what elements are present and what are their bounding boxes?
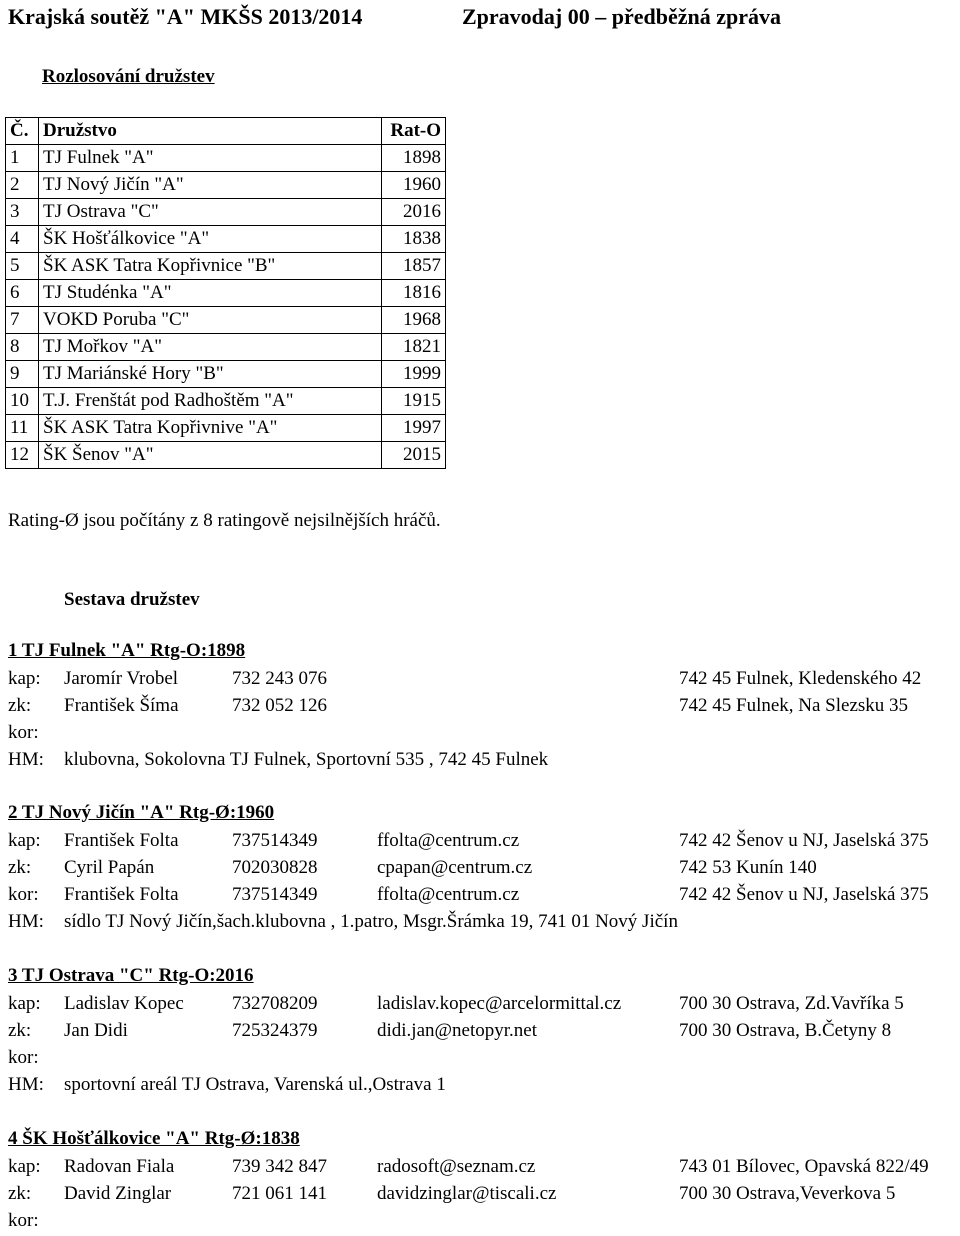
contact-phone: 737514349: [232, 884, 318, 905]
team-name-cell: TJ Mariánské Hory "B": [39, 361, 382, 388]
contact-phone: 702030828: [232, 857, 318, 878]
contact-name: Jan Didi: [64, 1020, 128, 1041]
team-rating-cell: 2015: [382, 442, 446, 469]
contact-name: Cyril Papán: [64, 857, 155, 878]
contact-email: cpapan@centrum.cz: [377, 857, 533, 878]
home-venue-row: [0, 911, 960, 937]
home-venue-row: [0, 1074, 960, 1100]
table-row: [6, 280, 446, 307]
contact-name: František Folta: [64, 884, 179, 905]
contact-role: kap:: [8, 1156, 41, 1177]
table-row: [6, 361, 446, 388]
contact-address: 700 30 Ostrava, Zd.Vavříka 5: [679, 993, 904, 1014]
contact-address: 743 01 Bílovec, Opavská 822/49: [679, 1156, 929, 1177]
contact-name: František Folta: [64, 830, 179, 851]
team-number-cell: 2: [6, 172, 39, 199]
contact-address: 742 53 Kunín 140: [679, 857, 817, 878]
team-number-cell: 5: [6, 253, 39, 280]
contact-email: ladislav.kopec@arcelormittal.cz: [377, 993, 622, 1014]
contact-role: kor:: [8, 722, 39, 743]
table-row: [6, 307, 446, 334]
contact-role: zk:: [8, 695, 32, 716]
contact-name: David Zinglar: [64, 1183, 172, 1204]
contact-role: kor:: [8, 1047, 39, 1068]
team-number-cell: 9: [6, 361, 39, 388]
team-rating-cell: 1821: [382, 334, 446, 361]
contact-row: [0, 1183, 960, 1209]
team-rating-cell: 1915: [382, 388, 446, 415]
team-number-cell: 7: [6, 307, 39, 334]
contact-row: [0, 1020, 960, 1046]
team-lineup-title: 2 TJ Nový Jičín "A" Rtg-Ø:1960: [8, 802, 275, 823]
team-rating-cell: 1816: [382, 280, 446, 307]
contact-address: 742 42 Šenov u NJ, Jaselská 375: [679, 884, 929, 905]
contact-name: Radovan Fiala: [64, 1156, 175, 1177]
home-venue-label: HM:: [8, 749, 44, 770]
home-venue-text: klubovna, Sokolovna TJ Fulnek, Sportovní 535 , 742 45 Fulnek: [64, 749, 549, 770]
contact-phone: 732 052 126: [232, 695, 327, 716]
team-number-cell: 10: [6, 388, 39, 415]
team-number-cell: 1: [6, 145, 39, 172]
contact-row: [0, 830, 960, 856]
contact-role: kor:: [8, 1210, 39, 1231]
team-rating-cell: 1857: [382, 253, 446, 280]
team-number-cell: 11: [6, 415, 39, 442]
column-header: Č.: [6, 118, 39, 145]
contact-row: [0, 1047, 960, 1073]
contact-row: [0, 884, 960, 910]
team-name-cell: ŠK Šenov "A": [39, 442, 382, 469]
teams-table: [5, 117, 446, 469]
contact-email: ffolta@centrum.cz: [377, 830, 520, 851]
team-name-cell: TJ Fulnek "A": [39, 145, 382, 172]
document-header-right: Zpravodaj 00 – předběžná zpráva: [462, 4, 781, 29]
contact-row: [0, 695, 960, 721]
team-rating-cell: 1999: [382, 361, 446, 388]
home-venue-label: HM:: [8, 1074, 44, 1095]
contact-name: Jaromír Vrobel: [64, 668, 179, 689]
contact-address: 742 45 Fulnek, Kledenského 42: [679, 668, 922, 689]
home-venue-text: sportovní areál TJ Ostrava, Varenská ul.,Ostrava 1: [64, 1074, 446, 1095]
contact-address: 700 30 Ostrava, B.Četyny 8: [679, 1020, 892, 1041]
contact-phone: 732 243 076: [232, 668, 327, 689]
table-row: [6, 253, 446, 280]
contact-phone: 732708209: [232, 993, 318, 1014]
contact-role: kap:: [8, 993, 41, 1014]
table-row: [6, 442, 446, 469]
contact-email: davidzinglar@tiscali.cz: [377, 1183, 557, 1204]
contact-role: kor:: [8, 884, 39, 905]
contact-email: ffolta@centrum.cz: [377, 884, 520, 905]
table-row: [6, 334, 446, 361]
team-name-cell: ŠK ASK Tatra Kopřivnive "A": [39, 415, 382, 442]
team-lineup-title: 4 ŠK Hošťálkovice "A" Rtg-Ø:1838: [8, 1128, 300, 1149]
team-number-cell: 3: [6, 199, 39, 226]
team-rating-cell: 1960: [382, 172, 446, 199]
team-name-cell: ŠK ASK Tatra Kopřivnice "B": [39, 253, 382, 280]
rating-note: Rating-Ø jsou počítány z 8 ratingově nejsilnějších hráčů.: [8, 510, 441, 531]
home-venue-row: [0, 749, 960, 775]
teams-table-header: [6, 118, 446, 145]
contact-address: 742 45 Fulnek, Na Slezsku 35: [679, 695, 909, 716]
team-lineup-title: 3 TJ Ostrava "C" Rtg-O:2016: [8, 965, 254, 986]
home-venue-text: sídlo TJ Nový Jičín,šach.klubovna , 1.patro, Msgr.Šrámka 19, 741 01 Nový Jičín: [64, 911, 678, 932]
table-row: [6, 145, 446, 172]
contact-address: 700 30 Ostrava,Veverkova 5: [679, 1183, 896, 1204]
contact-role: zk:: [8, 1020, 32, 1041]
table-row: [6, 226, 446, 253]
contact-role: zk:: [8, 857, 32, 878]
table-row: [6, 415, 446, 442]
team-name-cell: VOKD Poruba "C": [39, 307, 382, 334]
contact-phone: 725324379: [232, 1020, 318, 1041]
contact-row: [0, 1156, 960, 1182]
contact-row: [0, 722, 960, 748]
column-header: Družstvo: [39, 118, 382, 145]
contact-row: [0, 668, 960, 694]
contact-name: František Šíma: [64, 695, 179, 716]
team-lineup-title: 1 TJ Fulnek "A" Rtg-O:1898: [8, 640, 246, 661]
team-name-cell: TJ Nový Jičín "A": [39, 172, 382, 199]
document-header-left: Krajská soutěž "A" MKŠS 2013/2014: [8, 4, 363, 29]
contact-email: didi.jan@netopyr.net: [377, 1020, 537, 1041]
column-header: Rat-O: [382, 118, 446, 145]
table-row: [6, 199, 446, 226]
contact-name: Ladislav Kopec: [64, 993, 184, 1014]
team-number-cell: 6: [6, 280, 39, 307]
contact-role: zk:: [8, 1183, 32, 1204]
team-rating-cell: 1838: [382, 226, 446, 253]
contact-role: kap:: [8, 830, 41, 851]
contact-email: radosoft@seznam.cz: [377, 1156, 536, 1177]
lineups-title: Sestava družstev: [64, 589, 200, 610]
team-number-cell: 12: [6, 442, 39, 469]
team-rating-cell: 2016: [382, 199, 446, 226]
team-name-cell: ŠK Hošťálkovice "A": [39, 226, 382, 253]
team-rating-cell: 1997: [382, 415, 446, 442]
contact-role: kap:: [8, 668, 41, 689]
team-name-cell: TJ Mořkov "A": [39, 334, 382, 361]
contact-row: [0, 1210, 960, 1236]
team-number-cell: 4: [6, 226, 39, 253]
table-row: [6, 388, 446, 415]
team-name-cell: TJ Ostrava "C": [39, 199, 382, 226]
contact-row: [0, 857, 960, 883]
contact-row: [0, 993, 960, 1019]
home-venue-label: HM:: [8, 911, 44, 932]
table-row: [6, 172, 446, 199]
team-name-cell: TJ Studénka "A": [39, 280, 382, 307]
team-number-cell: 8: [6, 334, 39, 361]
contact-address: 742 42 Šenov u NJ, Jaselská 375: [679, 830, 929, 851]
team-name-cell: T.J. Frenštát pod Radhoštěm "A": [39, 388, 382, 415]
team-rating-cell: 1968: [382, 307, 446, 334]
contact-phone: 737514349: [232, 830, 318, 851]
contact-phone: 739 342 847: [232, 1156, 327, 1177]
draw-title: Rozlosování družstev: [42, 66, 215, 87]
contact-phone: 721 061 141: [232, 1183, 327, 1204]
team-rating-cell: 1898: [382, 145, 446, 172]
